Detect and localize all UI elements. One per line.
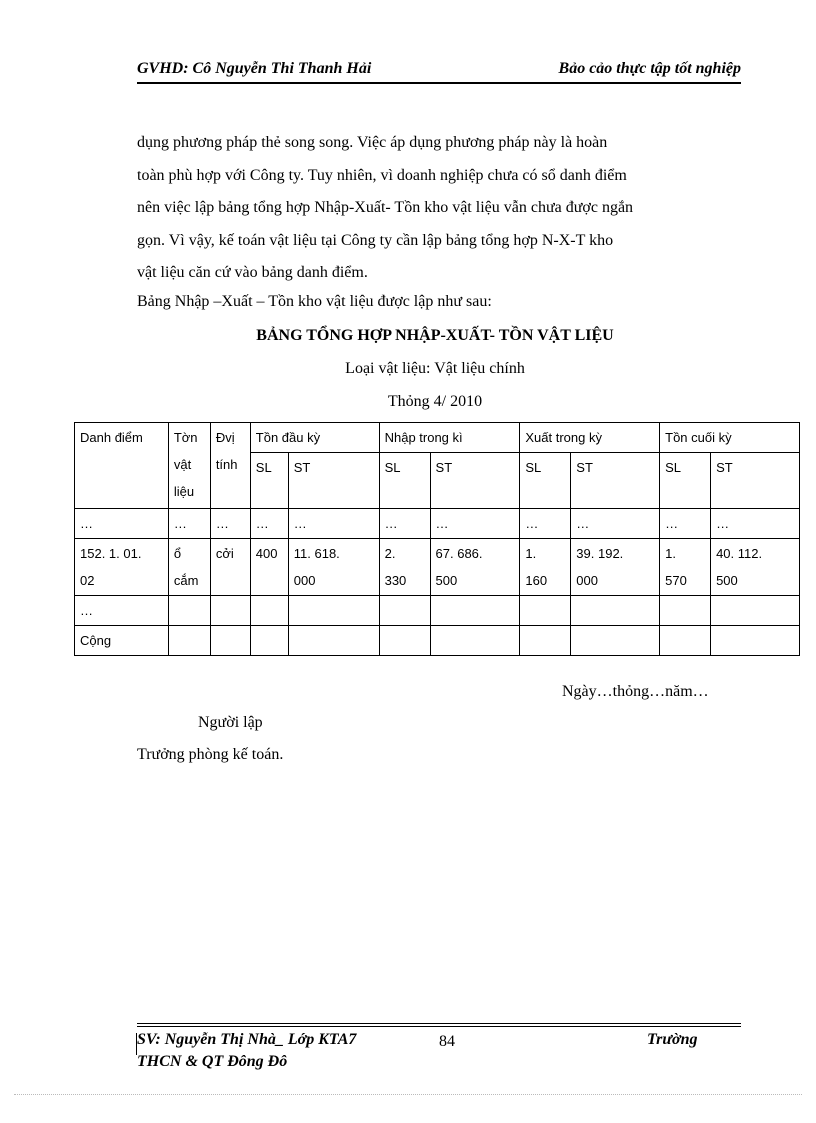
body-paragraph	[137, 127, 741, 290]
header-st: ST	[571, 453, 660, 509]
signature-chief-accountant: Trưởng phòng kế toán.	[137, 746, 284, 763]
header-don-vi-tinh: Đvị tính	[210, 423, 250, 509]
table-cell	[711, 596, 800, 626]
table-header-row	[75, 423, 800, 453]
cell-code: 152. 1. 01. 02	[75, 539, 169, 596]
table-cell: …	[711, 509, 800, 539]
table-cell	[571, 596, 660, 626]
table-cell	[168, 596, 210, 626]
table-cell	[520, 596, 571, 626]
table-cell: …	[168, 509, 210, 539]
period: Thỏng 4/ 2010	[387, 393, 483, 410]
paragraph-line: vật liệu căn cứ vào bảng danh điểm.	[137, 264, 368, 281]
table-cell	[210, 626, 250, 656]
material-type: Loại vật liệu: Vật liệu chính	[345, 360, 525, 377]
table-cell	[520, 626, 571, 656]
cell-unit: cởi	[210, 539, 250, 596]
header-st: ST	[288, 453, 379, 509]
header-sl: SL	[520, 453, 571, 509]
table-cell	[168, 626, 210, 656]
table-cell: …	[379, 509, 430, 539]
header-sl: SL	[379, 453, 430, 509]
table-cell	[250, 626, 288, 656]
table-cell	[250, 596, 288, 626]
table-intro: Bảng Nhập –Xuất – Tồn kho vật liệu được lập như sau:	[137, 293, 492, 310]
paragraph-line: nên việc lập bảng tổng hợp Nhập-Xuất- Tồn kho vật liệu vẫn chưa được ngắn	[137, 199, 634, 216]
table-cell	[711, 626, 800, 656]
header-ton-cuoi: Tồn cuối kỳ	[660, 423, 800, 453]
header-xuat: Xuất trong kỳ	[520, 423, 660, 453]
footer-rule	[137, 1026, 741, 1027]
table-cell: …	[520, 509, 571, 539]
header-sl: SL	[250, 453, 288, 509]
cell-total-label: Cộng	[75, 626, 169, 656]
paragraph-line: dụng phương pháp thẻ song song. Việc áp dụng phương pháp này là hoàn	[137, 134, 608, 151]
cell-nhap-sl: 2. 330	[379, 539, 430, 596]
table-cell	[379, 596, 430, 626]
page-boundary	[14, 1094, 802, 1095]
footer-student: SV: Nguyễn Thị Nhà_ Lớp KTA7	[137, 1031, 357, 1048]
cell-xuat-sl: 1. 160	[520, 539, 571, 596]
paragraph-line: gọn. Vì vậy, kế toán vật liệu tại Công ty cần lập bảng tổng hợp N-X-T kho	[137, 231, 614, 249]
table-cell: …	[250, 509, 288, 539]
cell-name: ổ cắm	[168, 539, 210, 596]
table-cell: …	[75, 596, 169, 626]
header-nhap: Nhập trong kì	[379, 423, 520, 453]
table-row-ellipsis	[75, 596, 800, 626]
table-cell	[660, 596, 711, 626]
inventory-table	[74, 422, 800, 656]
header-sl: SL	[660, 453, 711, 509]
table-cell	[660, 626, 711, 656]
page-header	[137, 60, 741, 84]
table-cell	[430, 626, 520, 656]
header-ton-vat-lieu: Tờn vật liệu	[168, 423, 210, 509]
table-title: BẢNG TỔNG HỢP NHẬP-XUẤT- TỒN VẬT LIỆU	[256, 327, 614, 344]
header-st: ST	[430, 453, 520, 509]
header-supervisor: GVHD: Cô Nguyễn Thi Thanh Hải	[137, 60, 372, 77]
table-total-row	[75, 626, 800, 656]
cell-dau-st: 11. 618. 000	[288, 539, 379, 596]
page-number: 84	[439, 1033, 455, 1050]
cell-xuat-st: 39. 192. 000	[571, 539, 660, 596]
table-cell	[379, 626, 430, 656]
table-row	[75, 539, 800, 596]
footer-school-name: THCN & QT Đông Đô	[137, 1053, 288, 1070]
table-cell	[571, 626, 660, 656]
table-cell	[288, 596, 379, 626]
header-report-title: Bảo cảo thực tập tốt nghiệp	[558, 60, 741, 77]
header-ton-dau-ky: Tồn đầu kỳ	[250, 423, 379, 453]
footer-rule	[137, 1023, 741, 1024]
header-st: ST	[711, 453, 800, 509]
cell-nhap-st: 67. 686. 500	[430, 539, 520, 596]
table-cell: …	[75, 509, 169, 539]
cell-cuoi-sl: 1. 570	[660, 539, 711, 596]
footer-school: Trường	[647, 1031, 698, 1048]
table-cell: …	[288, 509, 379, 539]
signature-preparer: Người lập	[198, 714, 263, 731]
table-row-ellipsis	[75, 509, 800, 539]
paragraph-line: toàn phù hợp với Công ty. Tuy nhiên, vì doanh nghiệp chưa có sổ danh điểm	[137, 166, 627, 184]
signature-date: Ngày…thỏng…năm…	[562, 683, 709, 700]
header-danh-diem: Danh điểm	[75, 423, 169, 509]
table-cell: …	[210, 509, 250, 539]
table-cell	[288, 626, 379, 656]
table-cell: …	[571, 509, 660, 539]
table-cell: …	[660, 509, 711, 539]
table-cell: …	[430, 509, 520, 539]
cell-cuoi-st: 40. 112. 500	[711, 539, 800, 596]
table-cell	[430, 596, 520, 626]
table-cell	[210, 596, 250, 626]
cell-dau-sl: 400	[250, 539, 288, 596]
